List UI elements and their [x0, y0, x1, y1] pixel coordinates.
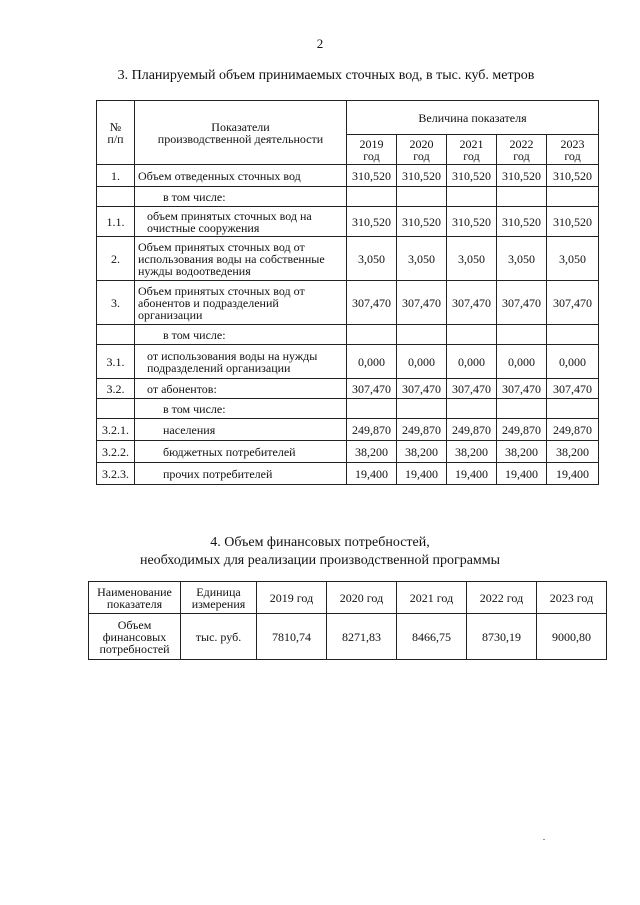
text-line: 2019 год [269, 590, 314, 605]
row-label [135, 419, 347, 441]
table-row [97, 237, 599, 281]
value-cell [397, 187, 447, 207]
text-line: год [413, 148, 430, 163]
text-line: финансовых [102, 629, 167, 644]
value-cell: 8466,75 [397, 614, 467, 660]
text-line: 2023 год [549, 590, 594, 605]
header-number [97, 101, 135, 165]
row-label [135, 463, 347, 485]
column-header [327, 582, 397, 614]
text-line: от использования воды на нужды [147, 348, 318, 363]
value-cell: 307,470 [447, 379, 497, 399]
value-cell: 310,520 [547, 207, 599, 237]
value-cell: 19,400 [497, 463, 547, 485]
text-line: № [109, 119, 122, 134]
table-row [97, 379, 599, 399]
row-label [135, 281, 347, 325]
value-cell [547, 325, 599, 345]
value-cell: 9000,80 [537, 614, 607, 660]
header-indicator [135, 101, 347, 165]
text-line: от абонентов: [147, 381, 217, 396]
text-line: подразделений организации [147, 360, 291, 375]
year-header [497, 135, 547, 165]
value-cell [347, 187, 397, 207]
value-cell: 3,050 [347, 237, 397, 281]
table-row [97, 207, 599, 237]
value-cell: 310,520 [447, 165, 497, 187]
value-cell: 0,000 [497, 345, 547, 379]
value-cell: 249,870 [547, 419, 599, 441]
text-line: Единица [196, 584, 241, 599]
table-row [97, 165, 599, 187]
row-number: 3.2.3. [97, 463, 135, 485]
text-line: год [564, 148, 581, 163]
value-cell: 38,200 [447, 441, 497, 463]
text-line: измерения [191, 596, 246, 611]
row-label [135, 441, 347, 463]
row-number: 3.2. [97, 379, 135, 399]
text-line: 2020 год [339, 590, 384, 605]
row-label [135, 165, 347, 187]
row-label [135, 379, 347, 399]
text-line: производственной деятельности [157, 131, 324, 146]
value-cell: 0,000 [347, 345, 397, 379]
page-number: 2 [316, 36, 324, 51]
value-cell: 307,470 [347, 281, 397, 325]
text-line: 2020 [409, 136, 434, 151]
row-label [135, 345, 347, 379]
value-cell [447, 187, 497, 207]
value-cell: 38,200 [347, 441, 397, 463]
text-line: нужды водоотведения [138, 263, 251, 278]
value-cell: 310,520 [447, 207, 497, 237]
table-row [97, 345, 599, 379]
wastewater-volume-table [96, 100, 599, 485]
table-row [97, 463, 599, 485]
year-header [397, 135, 447, 165]
row-label [135, 187, 347, 207]
value-cell [397, 325, 447, 345]
row-number [97, 399, 135, 419]
unit-cell: тыс. руб. [181, 614, 257, 660]
column-header [467, 582, 537, 614]
text-line: год [513, 148, 530, 163]
column-header [537, 582, 607, 614]
value-cell [397, 399, 447, 419]
table-row [97, 281, 599, 325]
value-cell: 310,520 [497, 165, 547, 187]
value-cell [447, 325, 497, 345]
value-cell: 310,520 [497, 207, 547, 237]
row-number: 1.1. [97, 207, 135, 237]
section-4-title-line-2: необходимых для реализации производственной программы [139, 553, 501, 568]
table-row [97, 187, 599, 207]
value-cell: 8730,19 [467, 614, 537, 660]
row-number: 3.2.1. [97, 419, 135, 441]
row-label [135, 237, 347, 281]
text-line: 2019 [359, 136, 384, 151]
value-cell: 0,000 [547, 345, 599, 379]
table-row [97, 325, 599, 345]
text-line: 2023 [560, 136, 585, 151]
text-line: год [463, 148, 480, 163]
text-line: населения [163, 422, 216, 437]
value-cell: 310,520 [347, 165, 397, 187]
row-label [135, 325, 347, 345]
value-cell: 307,470 [497, 379, 547, 399]
text-line: 2021 год [409, 590, 454, 605]
value-cell: 310,520 [397, 207, 447, 237]
value-cell: 3,050 [447, 237, 497, 281]
text-line: 2022 год [479, 590, 524, 605]
value-cell: 19,400 [347, 463, 397, 485]
value-cell [347, 325, 397, 345]
value-cell: 307,470 [497, 281, 547, 325]
year-header [547, 135, 599, 165]
text-line: потребностей [99, 641, 170, 656]
text-line: показателя [106, 596, 163, 611]
value-cell [347, 399, 397, 419]
value-cell: 38,200 [547, 441, 599, 463]
row-label [135, 399, 347, 419]
text-line: Показатели [211, 119, 270, 134]
value-cell [497, 399, 547, 419]
financial-needs-table [88, 581, 607, 660]
value-cell: 19,400 [397, 463, 447, 485]
value-cell: 3,050 [497, 237, 547, 281]
column-header [181, 582, 257, 614]
text-line: 2021 [459, 136, 484, 151]
value-cell: 7810,74 [257, 614, 327, 660]
scan-mark [543, 839, 545, 840]
text-line: год [363, 148, 380, 163]
text-line: Объем [117, 617, 152, 632]
text-line: Наименование [97, 584, 172, 599]
value-cell [447, 399, 497, 419]
indicator-name [89, 614, 181, 660]
text-line: использования воды на собственные [138, 251, 325, 266]
row-number [97, 325, 135, 345]
value-cell: 307,470 [547, 379, 599, 399]
value-cell [497, 325, 547, 345]
text-line: в том числе: [163, 189, 226, 204]
row-number: 1. [97, 165, 135, 187]
value-cell: 38,200 [397, 441, 447, 463]
value-cell [547, 399, 599, 419]
column-header [89, 582, 181, 614]
column-header [257, 582, 327, 614]
value-cell: 307,470 [397, 379, 447, 399]
value-cell: 19,400 [547, 463, 599, 485]
value-cell: 307,470 [347, 379, 397, 399]
text-line: прочих потребителей [163, 466, 273, 481]
value-cell: 8271,83 [327, 614, 397, 660]
value-cell [547, 187, 599, 207]
text-line: очистные сооружения [147, 220, 260, 235]
year-header [347, 135, 397, 165]
value-cell: 3,050 [547, 237, 599, 281]
value-cell: 249,870 [347, 419, 397, 441]
text-line: в том числе: [163, 327, 226, 342]
table-row [97, 441, 599, 463]
section-4-title-line-1: 4. Объем финансовых потребностей, [210, 535, 430, 550]
text-line: в том числе: [163, 401, 226, 416]
value-cell: 249,870 [447, 419, 497, 441]
table-row [97, 419, 599, 441]
value-cell: 3,050 [397, 237, 447, 281]
text-line: объем принятых сточных вод на [147, 208, 312, 223]
text-line: 2022 [509, 136, 534, 151]
row-number: 3.2.2. [97, 441, 135, 463]
row-label [135, 207, 347, 237]
row-number [97, 187, 135, 207]
text-line: бюджетных потребителей [163, 444, 296, 459]
value-cell: 307,470 [447, 281, 497, 325]
text-line: организации [138, 307, 203, 322]
value-cell: 0,000 [447, 345, 497, 379]
text-line: п/п [107, 131, 124, 146]
table-row [97, 399, 599, 419]
value-cell: 307,470 [397, 281, 447, 325]
value-cell: 249,870 [397, 419, 447, 441]
value-cell: 310,520 [397, 165, 447, 187]
value-cell [497, 187, 547, 207]
text-line: абонентов и подразделений [138, 295, 279, 310]
row-number: 2. [97, 237, 135, 281]
section-3-title: 3. Планируемый объем принимаемых сточных вод, в тыс. куб. метров [117, 68, 535, 83]
row-number: 3. [97, 281, 135, 325]
header-value: Величина показателя [347, 101, 599, 135]
year-header [447, 135, 497, 165]
value-cell: 19,400 [447, 463, 497, 485]
value-cell: 310,520 [547, 165, 599, 187]
value-cell: 307,470 [547, 281, 599, 325]
text-line: Объем отведенных сточных вод [138, 168, 301, 183]
row-number: 3.1. [97, 345, 135, 379]
column-header [397, 582, 467, 614]
value-cell: 0,000 [397, 345, 447, 379]
value-cell: 249,870 [497, 419, 547, 441]
text-line: Объем принятых сточных вод от [138, 283, 305, 298]
value-cell: 38,200 [497, 441, 547, 463]
text-line: Объем принятых сточных вод от [138, 239, 305, 254]
value-cell: 310,520 [347, 207, 397, 237]
